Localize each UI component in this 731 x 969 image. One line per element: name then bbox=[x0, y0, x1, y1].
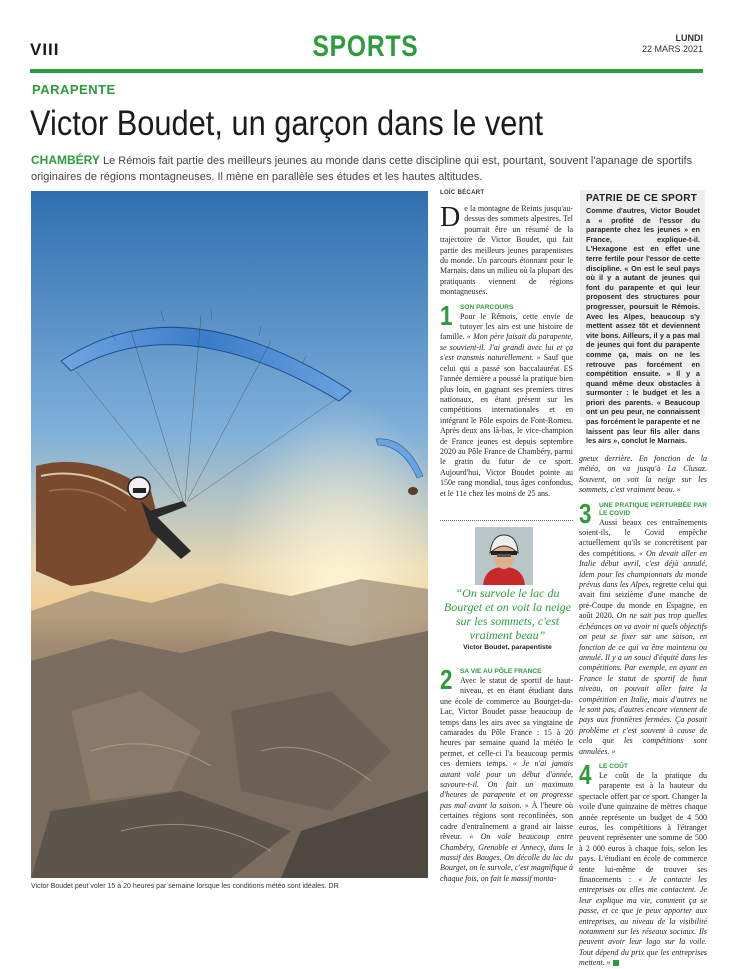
section-2-quote: « Je n'ai jamais autant volé pour un début d'année, savoure-t-il. On fait un maximum d'heures de parapente et on progresse pas mal avant la saison. » bbox=[440, 759, 573, 810]
section-title-2: SA VIE AU PÔLE FRANCE bbox=[460, 668, 542, 675]
section-title-1: SON PARCOURS bbox=[460, 303, 514, 311]
section-title: SPORTS bbox=[312, 30, 419, 63]
drop-cap: D bbox=[440, 202, 461, 233]
section-1-text-a: Pour le Rémois, cette envie de tutoyer les airs est une histoire de famille. bbox=[440, 311, 573, 342]
pilot-portrait-illustration bbox=[475, 527, 533, 585]
article-column-2 bbox=[579, 454, 708, 968]
paraglider-photo-illustration bbox=[31, 191, 428, 878]
header-rule bbox=[30, 69, 703, 73]
section-title-3: UNE PRATIQUE PERTURBÉE PAR LE COVID bbox=[599, 501, 707, 517]
intro-text: e la montagne de Reims jusqu'au-dessus des sommets alpestres. Tel pourrait être un résumé de la trajectoire de Victor Boudet, qui fait partie des meilleurs jeunes parapentistes du monde. Un parcours étonnant pour le Marnais, dans un milieu où la plupart des pratiquants viennent de régions montagneuses. bbox=[440, 204, 573, 297]
article-headline: Victor Boudet, un garçon dans le vent bbox=[30, 104, 544, 143]
section-1 bbox=[440, 299, 573, 499]
issue-date-text: 22 MARS 2021 bbox=[641, 44, 703, 54]
article-standfirst bbox=[31, 152, 701, 185]
pilot-portrait bbox=[475, 527, 533, 585]
section-2-text-a: Avec le statut de sportif de haut-niveau, et en étant étudiant dans une école de commerce au Bourget-du-Lac, Victor Boudet passe beaucoup de temps dans les airs avec sa vingtaine de camarades du Pôle France : 15 à 20 heures par semaine quand la météo le permet, et celle-ci l'a beaucoup permis ces derniers temps. bbox=[440, 676, 573, 769]
sidebar-box bbox=[580, 190, 705, 446]
section-number-2: 2 bbox=[440, 664, 453, 695]
section-3-quote-b: On ne sait pas trop quelles échéances on va avoir ni quels objectifs on peut se fixer sur une saison, en fonction de ce qui va être maintenu ou annulé. Il y a un souci d'équité dans les compétitions. Par exemple, en ayant en France le statut de sportif de haut niveau, on pouvait aller faire la compétition en Italie, mais d'autres ne le sont pas, d'autres encore viennent de pays aux frontières fermées. Ça posait problème et c'est souvent à cause de cela que les compétitions sont annulées. » bbox=[579, 611, 707, 756]
pull-quote-source: Victor Boudet, parapentiste bbox=[463, 644, 552, 651]
section-number-1: 1 bbox=[440, 299, 453, 331]
section-3 bbox=[579, 497, 707, 757]
section-2-text-b: À l'heure où certaines régions sont reconfinées, son cadre d'entraînement a grand air laisse rêveur. bbox=[440, 800, 573, 842]
article-column-1-bottom bbox=[440, 664, 573, 894]
section-4-quote: « Je contacte les entreprises ou elles me contactent. Je leur explique ma vie, comment ça se passe, et ce que je peux apporter aux entreprises, au niveau de la visibilité notamment sur les réseaux sociaux. Ils peuvent avoir leur logo sur la voile. Tout dépend du prix que les entreprises mettent. » bbox=[579, 875, 708, 968]
photo-caption: Victor Boudet peut voler 15 à 20 heures par semaine lorsque les conditions météo sont idéales. DR bbox=[31, 883, 339, 890]
article-photo bbox=[31, 191, 428, 878]
section-4 bbox=[579, 758, 708, 969]
article-column-1 bbox=[440, 204, 573, 528]
issue-day: LUNDI bbox=[675, 33, 703, 43]
article-kicker: PARAPENTE bbox=[32, 82, 116, 97]
section-2-quote-b: « On vole beaucoup entre Chambéry, Grenoble et Annecy, dans le massif des Bauges. On décolle du lac du Bourget, on le survole, c'est magnifique à chaque fois, on fait le massif monta- bbox=[440, 832, 573, 883]
byline: LOÏC BÉCART bbox=[440, 190, 485, 196]
section-1-quote: « Mon père faisait du parapente, se souvient-il. J'ai grandi avec lui et ça s'est transmis naturellement. » bbox=[440, 332, 573, 363]
issue-date bbox=[642, 33, 703, 55]
section-3-quote: « On devait aller en Italie début avril, c'est déjà annulé, idem pour les championnats du monde prévus dans les Alpes, bbox=[579, 548, 707, 590]
end-square-icon bbox=[613, 960, 619, 966]
section-1-text-b: Sauf que celui qui a passé son baccalauréat ES l'année dernière a poussé la pratique bien plus loin, en gagnant ses premiers titres nationaux, en étant présent sur les compétitions internationales et en intégrant le Pôle espoirs de Font-Romeu. Après deux ans là-bas, le vice-champion de France jeunes est depuis septembre 2020 au Pôle France de Chambéry, parmi le gratin du futur de ce sport. Aujourd'hui, Victor Boudet pointe au 150e rang mondial, tous âges confondus, et le 11e chez les moins de 25 ans. bbox=[440, 353, 573, 498]
section-2 bbox=[440, 664, 573, 884]
section-title-4: LE COÛT bbox=[599, 762, 628, 770]
intro-paragraph bbox=[440, 204, 573, 298]
section-number-4: 4 bbox=[579, 758, 592, 790]
dotted-divider bbox=[440, 520, 573, 521]
pull-quote: “On survole le lac du Bourget et on voit la neige sur les sommets, c'est vraiment beau” bbox=[443, 586, 572, 642]
section-2-continued: gneux derrière. En fonction de la météo, on va jusqu'à La Clusaz. Souvent, on voit la neige sur les sommets, c'est vraiment beau. » bbox=[579, 454, 707, 495]
page-number: VIII bbox=[30, 40, 60, 59]
sidebar-text: Comme d'autres, Victor Boudet a « profité de l'essor du parapente chez les jeunes » en France, explique-t-il. L'Hexagone est en effet une terre fertile pour l'essor de cette discipline. « On est le seul pays où il y a autant de jeunes qui font du parapente et qui leur proposent des structures pour progresser, poursuit le Rémois. Avec les Alpes, beaucoup s'y mettent assez tôt et deviennent vite bons. Ailleurs, il y a pas mal de jeunes qui font du parapente comme ça, mais on ne les retrouve pas forcément en compétition ensuite. » Il y a quand même deux obstacles à surmonter : le budget et les a priori des parents. « Beaucoup ont un peu peur, ne connaissent pas forcément le parapente et ne laissent pas leur fils aller dans les airs », conclut le Marnais. bbox=[586, 206, 700, 446]
dateline-city: CHAMBÉRY bbox=[31, 153, 100, 167]
standfirst-text: Le Rémois fait partie des meilleurs jeunes au monde dans cette discipline qui est, pourtant, souvent l'apanage de sportifs originaires de régions montagneuses. Il mène en parallèle ses études et les hautes altitudes. bbox=[31, 155, 693, 183]
section-4-text-a: Le coût de la pratique du parapente est à la hauteur du spectacle offert par ce sport. Changer la voile d'une quinzaine de mètres chaque année représente un budget de 4 500 euros, les compétitions à l'étranger peuvent représenter une somme de 500 à 2 000 euros à chaque fois, selon les pays. L'étudiant en école de commerce tente lui-même de trouver ses financements : bbox=[579, 770, 707, 885]
section-number-3: 3 bbox=[579, 497, 592, 529]
sidebar-title: PATRIE DE CE SPORT bbox=[586, 193, 698, 204]
section-3-text-a: Aussi beaux ces entraînements soient-ils, le Covid empêche actuellement qu'ils se concrétisent par des compétitions. bbox=[579, 517, 707, 558]
section-3-text-b: regrette celui qui avait fini seizième d'une manche de pré-Coupe du monde en Espagne, en août 2020. bbox=[579, 580, 707, 621]
